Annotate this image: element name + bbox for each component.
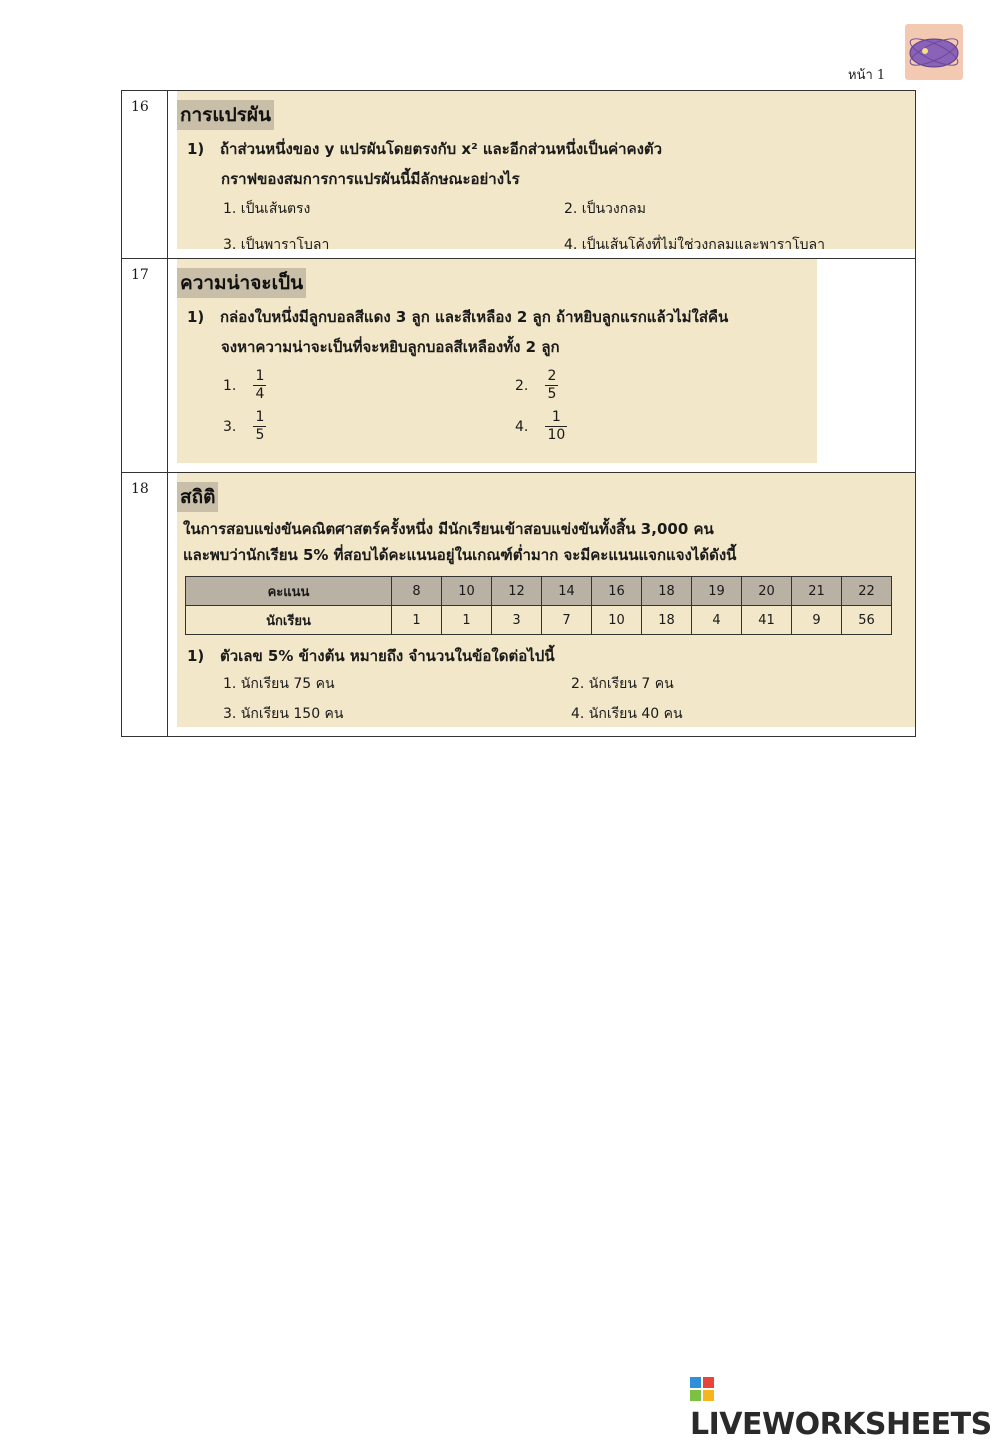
question-cell [168, 473, 916, 737]
numerator: 1 [545, 409, 567, 427]
question-line-1: ตัวเลข 5% ข้างต้น หมายถึง จำนวนในข้อใดต่อไปนี้ [219, 647, 555, 665]
watermark-text: LIVEWORKSHEETS [690, 1407, 992, 1442]
score-cell: 8 [392, 577, 442, 606]
choice-item[interactable]: 3. เป็นพาราโบลา [223, 237, 330, 253]
score-cell: 14 [542, 577, 592, 606]
student-cell: 7 [542, 606, 592, 635]
choice-item[interactable] [515, 368, 807, 403]
student-cell: 4 [692, 606, 742, 635]
denominator: 5 [547, 386, 557, 402]
scan-block [177, 91, 915, 253]
choice-item[interactable]: 2. เป็นวงกลม [564, 201, 647, 217]
fraction [545, 409, 567, 444]
topic-title: สถิติ [177, 482, 218, 512]
question-line-2: จงหาความน่าจะเป็นที่จะหยิบลูกบอลสีเหลืองทั้ง 2 ลูก [221, 338, 560, 356]
choice-item[interactable]: 3. นักเรียน 150 คน [223, 706, 344, 722]
score-header-label: คะแนน [186, 577, 392, 606]
choice-label: 2. [515, 377, 529, 394]
question-number: 1) [187, 647, 205, 665]
student-cell: 41 [742, 606, 792, 635]
student-cell: 1 [392, 606, 442, 635]
score-cell: 22 [842, 577, 892, 606]
score-cell: 12 [492, 577, 542, 606]
score-row [186, 577, 892, 606]
score-cell: 21 [792, 577, 842, 606]
choice-item[interactable]: 2. นักเรียน 7 คน [571, 676, 674, 692]
choice-list [177, 194, 915, 258]
liveworksheets-watermark [690, 1372, 1000, 1442]
numerator: 1 [255, 409, 265, 425]
denominator: 4 [255, 386, 265, 402]
intro-line-2: และพบว่านักเรียน 5% ที่สอบได้คะแนนอยู่ในเกณฑ์ต่ำมาก จะมีคะแนนแจกแจงได้ดังนี้ [183, 546, 737, 564]
intro-text [177, 512, 915, 568]
question-row-17 [122, 259, 916, 473]
student-row [186, 606, 892, 635]
scan-block [177, 259, 817, 463]
choice-item[interactable]: 4. นักเรียน 40 คน [571, 706, 683, 722]
choice-list [177, 669, 915, 727]
choice-list [177, 362, 817, 446]
question-line-1: กล่องใบหนึ่งมีลูกบอลสีแดง 3 ลูก และสีเหลือง 2 ลูก ถ้าหยิบลูกแรกแล้วไม่ใส่คืน [219, 308, 729, 326]
student-cell: 1 [442, 606, 492, 635]
score-cell: 19 [692, 577, 742, 606]
numerator: 1 [255, 368, 265, 384]
question-cell [168, 91, 916, 259]
choice-label: 4. [515, 418, 529, 435]
choice-label: 1. [223, 377, 237, 394]
question-cell [168, 259, 916, 473]
scan-block [177, 473, 915, 727]
student-cell: 3 [492, 606, 542, 635]
question-text [177, 643, 915, 669]
row-number: 16 [122, 91, 168, 259]
school-logo [905, 24, 963, 80]
score-cell: 18 [642, 577, 692, 606]
numerator: 2 [547, 368, 557, 384]
choice-item[interactable]: 1. นักเรียน 75 คน [223, 676, 335, 692]
student-header-label: นักเรียน [186, 606, 392, 635]
page-label: หน้า 1 [848, 68, 886, 83]
question-row-18 [122, 473, 916, 737]
fraction [253, 409, 266, 444]
question-line-1: ถ้าส่วนหนึ่งของ y แปรผันโดยตรงกับ x² และอีกส่วนหนึ่งเป็นค่าคงตัว [219, 140, 663, 158]
question-text [177, 130, 915, 194]
choice-item[interactable] [515, 409, 807, 444]
row-number: 18 [122, 473, 168, 737]
question-number: 1) [187, 308, 205, 326]
topic-title: การแปรผัน [177, 100, 274, 130]
denominator: 10 [547, 427, 566, 443]
question-text [177, 298, 817, 362]
intro-line-1: ในการสอบแข่งขันคณิตศาสตร์ครั้งหนึ่ง มีนักเรียนเข้าสอบแข่งขันทั้งสิ้น 3,000 คน [183, 520, 714, 538]
student-cell: 9 [792, 606, 842, 635]
choice-item[interactable] [223, 368, 515, 403]
score-cell: 20 [742, 577, 792, 606]
student-cell: 56 [842, 606, 892, 635]
fraction [545, 368, 558, 403]
question-row-16 [122, 91, 916, 259]
question-number: 1) [187, 140, 205, 158]
choice-item[interactable] [223, 409, 515, 444]
fraction [253, 368, 266, 403]
question-table [121, 90, 916, 737]
question-line-2: กราฟของสมการการแปรผันนี้มีลักษณะอย่างไร [221, 170, 520, 188]
choice-item[interactable]: 4. เป็นเส้นโค้งที่ไม่ใช่วงกลมและพาราโบลา [564, 237, 825, 253]
score-cell: 10 [442, 577, 492, 606]
choice-label: 3. [223, 418, 237, 435]
liveworksheets-logo-icon [690, 1374, 714, 1398]
topic-title: ความน่าจะเป็น [177, 268, 306, 298]
denominator: 5 [255, 427, 265, 443]
choice-item[interactable]: 1. เป็นเส้นตรง [223, 201, 311, 217]
row-number: 17 [122, 259, 168, 473]
student-cell: 10 [592, 606, 642, 635]
student-cell: 18 [642, 606, 692, 635]
score-table [185, 576, 892, 635]
score-cell: 16 [592, 577, 642, 606]
